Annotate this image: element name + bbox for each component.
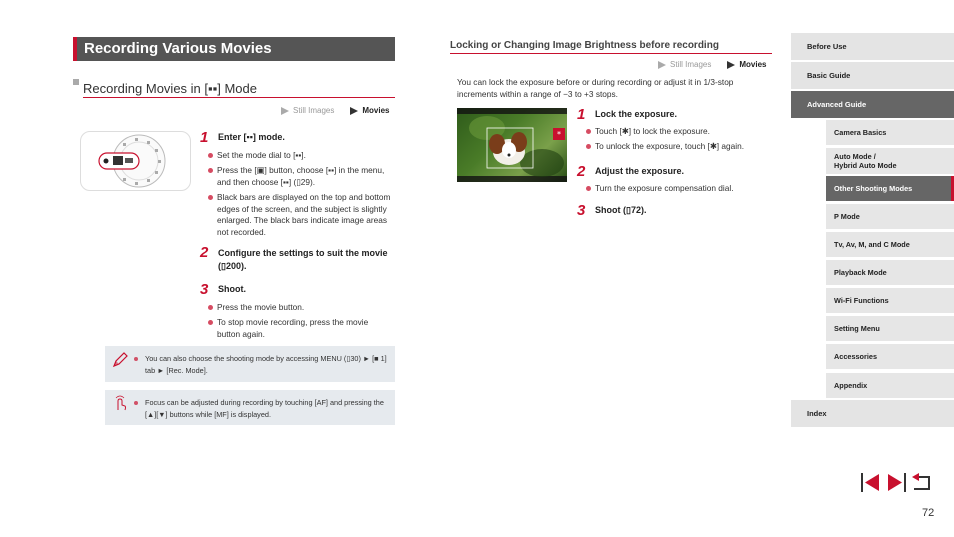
list-item: Black bars are displayed on the top and bottom edges of the screen, and the subject is slightly enlarged. The black bars indicate image areas not recorded.: [208, 192, 393, 238]
sidebar-item-advanced-guide[interactable]: Advanced Guide: [791, 91, 954, 118]
step-number: 3: [577, 202, 586, 219]
list-item: Press the movie button.: [208, 302, 393, 314]
sidebar-item-before-use[interactable]: Before Use: [791, 33, 954, 60]
sidebar-item-label: Auto Mode /: [834, 152, 876, 161]
intro-text: You can lock the exposure before or during recording or adjust it in 1/3-stop increments within a range of −3 to +3 stops.: [457, 77, 734, 99]
still-images-tag: Still Images: [293, 106, 335, 115]
note-bullet: [134, 401, 138, 405]
section-title: Recording Movies in [▪▪] Mode: [83, 81, 257, 96]
step-heading: Lock the exposure.: [595, 109, 678, 119]
mode-tags: [281, 106, 389, 115]
list-item: Press the [▣] button, choose [▪▪] in the menu, and then choose [▪▪] (▯29).: [208, 165, 393, 188]
movies-tag: Movies: [362, 106, 390, 115]
page-number: 72: [922, 507, 935, 519]
camera-screen-photo: [457, 108, 567, 182]
note-text: You can also choose the shooting mode by accessing MENU (▯30) ► [■ 1] tab ► [Rec. Mode].: [145, 354, 387, 375]
sidebar-item-p-mode[interactable]: P Mode: [825, 204, 954, 229]
sidebar-item-appendix[interactable]: Appendix: [825, 373, 954, 398]
sidebar-item-accessories[interactable]: Accessories: [825, 344, 954, 369]
section-underline: [83, 97, 395, 98]
step-heading: Enter [▪▪] mode.: [218, 132, 285, 142]
sidebar-item-tv-av-m-c-mode[interactable]: Tv, Av, M, and C Mode: [825, 232, 954, 257]
sidebar-item-index[interactable]: Index: [791, 400, 954, 427]
subsection-heading: Locking or Changing Image Brightness before recording: [450, 40, 719, 51]
still-images-tag: Still Images: [670, 60, 712, 69]
section-marker: [73, 79, 79, 85]
next-page-icon[interactable]: [886, 473, 906, 492]
step-number: 2: [577, 163, 586, 180]
previous-page-icon[interactable]: [861, 473, 881, 492]
step-heading: Shoot (▯72).: [595, 205, 647, 215]
note-text: Focus can be adjusted during recording by touching [AF] and pressing the [▲][▼] buttons while [MF] is displayed.: [145, 398, 384, 419]
step-heading: Adjust the exposure.: [595, 166, 685, 176]
still-triangle-icon: [658, 61, 666, 69]
movies-triangle-icon: [350, 107, 358, 115]
mode-dial-illustration: [80, 131, 191, 191]
sidebar-item-label: Hybrid Auto Mode: [834, 161, 897, 170]
sidebar-item-auto-mode[interactable]: [825, 148, 954, 174]
svg-text:*: *: [557, 130, 561, 139]
step-number: 1: [200, 129, 209, 146]
note-bullet: [134, 357, 138, 361]
sidebar-item-basic-guide[interactable]: Basic Guide: [791, 62, 954, 89]
step-number: 3: [200, 281, 209, 298]
sidebar-item-wifi-functions[interactable]: Wi-Fi Functions: [825, 288, 954, 313]
list-item: To unlock the exposure, touch [✱] again.: [586, 141, 776, 153]
page-title: Recording Various Movies: [73, 37, 395, 61]
subsection-underline: [450, 53, 772, 54]
step-heading: Shoot.: [218, 284, 246, 294]
sidebar-item-other-shooting-modes[interactable]: Other Shooting Modes: [825, 176, 954, 201]
list-item: Touch [✱] to lock the exposure.: [586, 126, 776, 138]
still-triangle-icon: [281, 107, 289, 115]
step-number: 2: [200, 244, 209, 261]
list-item: Turn the exposure compensation dial.: [586, 183, 776, 195]
pencil-icon: [111, 351, 129, 369]
return-icon[interactable]: [911, 473, 931, 492]
list-item: To stop movie recording, press the movie button again.: [208, 317, 393, 340]
sidebar-item-camera-basics[interactable]: Camera Basics: [825, 120, 954, 145]
step-heading: Configure the settings to suit the movie (▯200).: [218, 248, 388, 271]
mode-tags: [658, 60, 766, 69]
list-item: Set the mode dial to [▪▪].: [208, 150, 393, 162]
note-box: [105, 346, 395, 382]
movies-triangle-icon: [727, 61, 735, 69]
dog-photo-illustration: [457, 108, 567, 182]
step-number: 1: [577, 106, 586, 123]
note-box: [105, 390, 395, 425]
movies-tag: Movies: [739, 60, 767, 69]
mode-dial-icon: [81, 132, 190, 190]
sidebar-item-playback-mode[interactable]: Playback Mode: [825, 260, 954, 285]
touch-icon: [112, 394, 128, 412]
sidebar-item-setting-menu[interactable]: Setting Menu: [825, 316, 954, 341]
